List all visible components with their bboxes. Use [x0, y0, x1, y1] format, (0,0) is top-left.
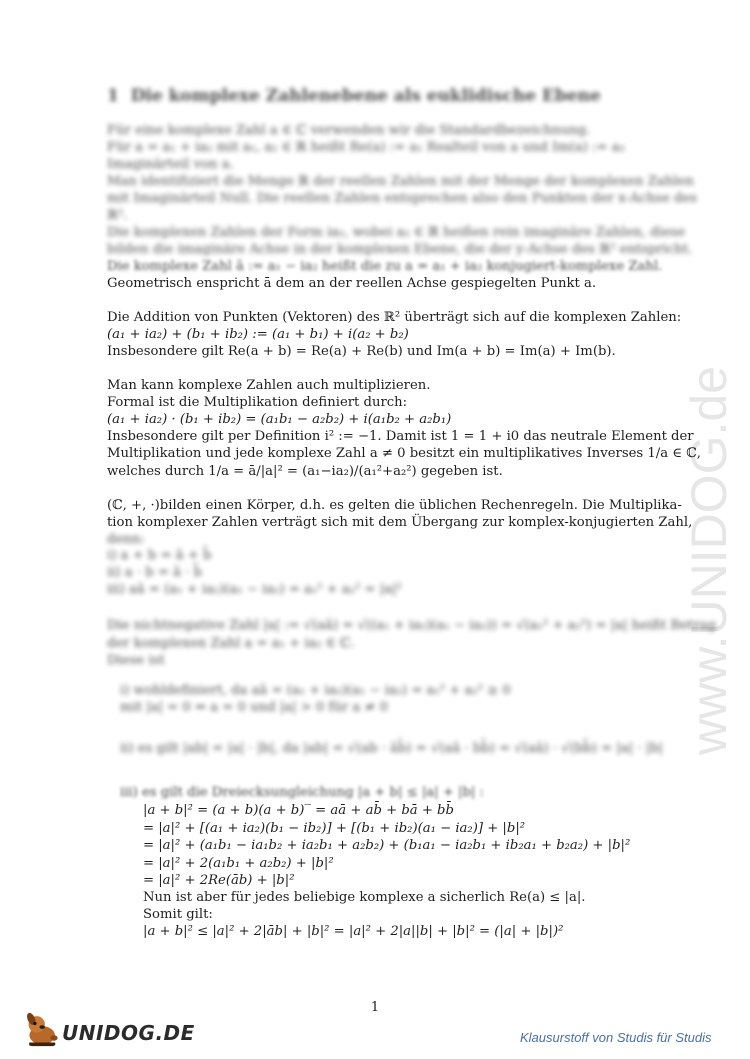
abs-line-2: der komplexen Zahl a = a₁ + ia₂ ∈ ℂ.	[107, 636, 355, 651]
intro-line-1: Für eine komplexe Zahl a ∈ ℂ verwenden wir die Standardbezeichnung.	[107, 123, 591, 138]
intro-line-3: Imaginärteil von a.	[107, 157, 234, 172]
rule-1: i) a + b = ā + b̄	[107, 548, 212, 563]
triangle-line-5: = |a|² + 2Re(āb) + |b|²	[143, 873, 295, 888]
intro-line-5: mit Imaginärteil Null. Die reellen Zahlen entsprechen also den Punkten der x-Achse des	[107, 191, 697, 206]
abs-line-3: Diese ist	[107, 653, 165, 668]
conjugate-line-2: Geometrisch enspricht ā dem an der reellen Achse gespiegelten Punkt a.	[107, 276, 597, 291]
prop-2: ii) es gilt |ab| = |a| · |b|, da |ab| = √(ab · āb̄) = √(aā · bb̄) = √(aā) · √(bb̄) = |a| · |b|	[120, 741, 663, 756]
triangle-line-7: Somit gilt:	[143, 907, 213, 922]
addition-formula: (a₁ + ia₂) + (b₁ + ib₂) := (a₁ + b₁) + i(a₂ + b₂)	[107, 327, 409, 342]
section-heading	[107, 88, 601, 105]
rule-2: ii) a · b = ā · b̄	[107, 565, 202, 580]
tagline: Klausurstoff von Studis für Studis	[520, 1030, 712, 1045]
mult-line-4: Insbesondere gilt per Definition i² := −1. Damit ist 1 = 1 + i0 das neutrale Element der	[107, 429, 694, 444]
abs-line-1: Die nichtnegative Zahl |a| := √(aā) = √((a₁ + ia₂)(a₁ − ia₂)) = √(a₁² + a₂²) = |a| heißt Betrag	[107, 618, 716, 633]
triangle-line-3: = |a|² + (a₁b₁ − ia₁b₂ + ia₂b₁ + a₂b₂) + (b₁a₁ − ia₂b₁ + ib₂a₁ + b₂a₂) + |b|²	[143, 838, 631, 853]
intro-line-7: Die komplexen Zahlen der Form ia₂, wobei a₂ ∈ ℝ heißen rein imaginäre Zahlen, diese	[107, 225, 686, 240]
rule-3: iii) aā = (a₁ + ia₂)(a₁ − ia₂) = a₁² + a₂² = |a|²	[107, 582, 402, 597]
watermark-text: www.UNIDOG.de	[681, 366, 737, 755]
prop-1b: mit |a| = 0 ⇔ a = 0 und |a| > 0 für a ≠ 0	[120, 700, 389, 715]
mult-line-2: Formal ist die Multiplikation definiert durch:	[107, 395, 408, 410]
intro-line-8: bilden die imaginäre Achse in der komplexen Ebene, die der y-Achse des ℝ² entspricht.	[107, 242, 693, 257]
intro-line-6: ℝ².	[107, 208, 128, 223]
triangle-line-8: |a + b|² ≤ |a|² + 2|āb| + |b|² = |a|² + 2|a||b| + |b|² = (|a| + |b|)²	[143, 924, 564, 939]
brand-name: UNIDOG.DE	[62, 1021, 195, 1045]
intro-line-4: Man identifiziert die Menge ℝ der reellen Zahlen mit der Menge der komplexen Zahlen	[107, 174, 694, 189]
triangle-line-4: = |a|² + 2(a₁b₁ + a₂b₂) + |b|²	[143, 856, 334, 871]
conjugate-line-1: Die komplexe Zahl ā := a₁ − ia₂ heißt die zu a = a₁ + ia₂ konjugiert-komplexe Zahl.	[107, 259, 663, 274]
mult-line-6: welches durch 1/a = ā/|a|² = (a₁−ia₂)/(a₁²+a₂²) gegeben ist.	[107, 464, 503, 479]
rule-intro: denn:	[107, 532, 145, 547]
section-title: Die komplexe Zahlenebene als euklidische Ebene	[130, 86, 601, 106]
mult-line-1: Man kann komplexe Zahlen auch multiplizieren.	[107, 378, 431, 393]
page-number: 1	[370, 1000, 380, 1015]
intro-line-2: Für a = a₁ + ia₂ mit a₁, a₂ ∈ ℝ heißt Re(a) := a₁ Realteil von a und Im(a) := a₂	[107, 140, 625, 155]
triangle-line-2: = |a|² + [(a₁ + ia₂)(b₁ − ib₂)] + [(b₁ + ib₂)(a₁ − ia₂)] + |b|²	[143, 821, 526, 836]
prop-1: i) wohldefiniert, da aā = (a₁ + ia₂)(a₁ − ia₂) = a₁² + a₂² ≥ 0	[120, 683, 511, 698]
mult-line-5: Multiplikation und jede komplexe Zahl a ≠ 0 besitzt ein multiplikatives Inverses 1/a ∈ ℂ,	[107, 446, 701, 461]
addition-line-1: Die Addition von Punkten (Vektoren) des ℝ² überträgt sich auf die komplexen Zahlen:	[107, 310, 682, 325]
triangle-line-1: |a + b|² = (a + b)(a + b)‾ = aā + ab̄ + bā + bb̄	[143, 803, 454, 818]
field-line-1: (ℂ, +, ·)bilden einen Körper, d.h. es gelten die üblichen Rechenregeln. Die Multiplika-	[107, 498, 682, 513]
triangle-line-6: Nun ist aber für jedes beliebige komplexe a sicherlich Re(a) ≤ |a|.	[143, 890, 586, 905]
addition-line-3: Insbesondere gilt Re(a + b) = Re(a) + Re(b) und Im(a + b) = Im(a) + Im(b).	[107, 344, 616, 359]
prop-3: iii) es gilt die Dreiecksungleichung |a + b| ≤ |a| + |b| :	[120, 785, 484, 800]
mult-formula: (a₁ + ia₂) · (b₁ + ib₂) = (a₁b₁ − a₂b₂) + i(a₁b₂ + a₂b₁)	[107, 412, 452, 427]
section-number: 1	[107, 86, 119, 106]
field-line-2: tion komplexer Zahlen verträgt sich mit dem Übergang zur komplex-konjugierten Zahl,	[107, 515, 693, 530]
dog-logo-icon	[22, 1008, 66, 1048]
